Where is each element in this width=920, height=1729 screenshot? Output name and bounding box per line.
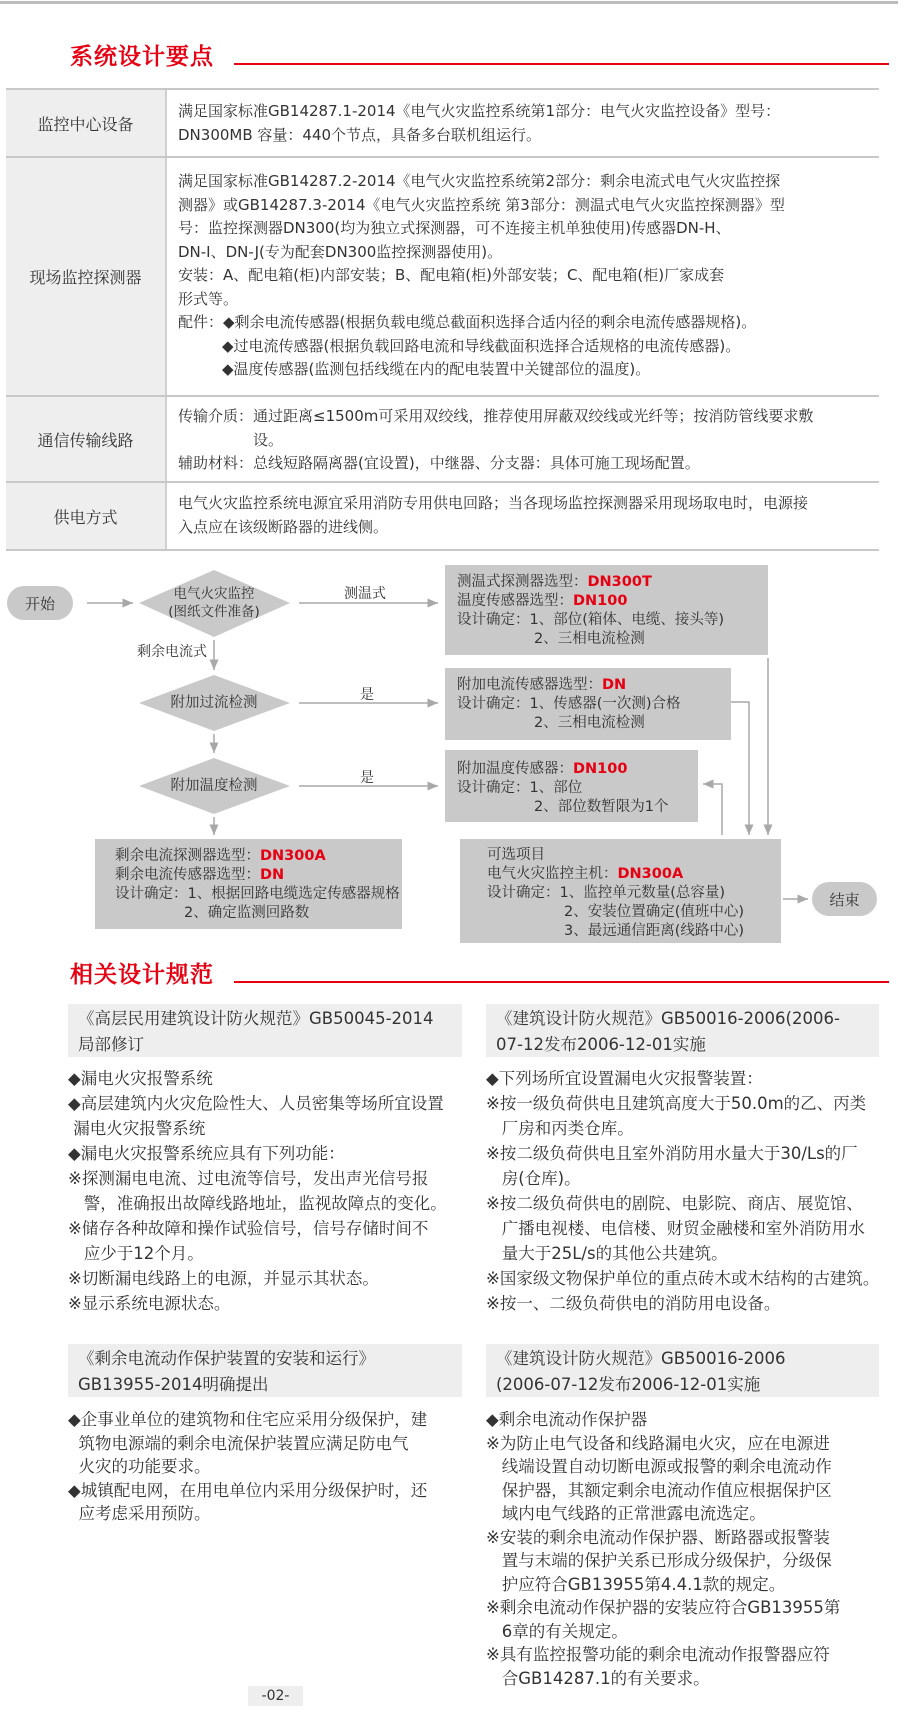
standard-items [486,1408,840,1690]
standard-item: ※具有监控报警功能的剩余电流动作报警器应符 [486,1645,830,1664]
standard-item: 保护器，其额定剩余电流动作值应根据保护区 [486,1480,832,1500]
decision-temperature: 附加温度检测 [170,778,258,794]
row-text-line: 配件：◆剩余电流传感器(根据负载电缆总截面积选择合适内径的剩余电流传感器规格)。 [178,313,757,331]
row-text-line: DN300MB 容量：440个节点，具备多台联机组运行。 [178,125,542,144]
box-optional-host [460,839,781,943]
row-text-line: 号：监控探测器DN300(均为独立式探测器，可不连接主机单独使用)传感器DN-H、 [178,219,731,237]
row-text-line: 测器》或GB14287.3-2014《电气火灾监控系统 第3部分：测温式电气火灾监控探测器》型 [178,195,785,214]
standard-item: 域内电气线路的正常泄露电流选定。 [486,1504,766,1523]
standard-item: ◆高层建筑内火灾危险性大、人员密集等场所宜设置 [68,1094,444,1113]
standard-header-line: 07-12发布2006-12-01实施 [496,1035,706,1054]
standard-item: 火灾的功能要求。 [68,1457,211,1476]
standard-item: ※储存各种故障和操作试验信号，信号存储时间不 [68,1219,429,1238]
box-text: 剩余电流探测器选型： [115,848,260,864]
standard-item: 线端设置自动切断电源或报警的剩余电流动作 [486,1457,832,1476]
standard-item: ◆城镇配电网，在用电单位内采用分级保护时，还 [68,1480,428,1500]
row-text-line: 形式等。 [178,289,239,308]
standard-item: ※按一、二级负荷供电的消防用电设备。 [486,1294,781,1313]
row-text-line: 满足国家标准GB14287.1-2014《电气火灾监控系统第1部分：电气火灾监控设备》型号： [178,102,781,120]
decision-monitoring [154,585,274,621]
model-value: DN300A [260,848,326,864]
box-temp-detector [445,565,768,655]
row-label: 供电方式 [6,483,167,549]
box-text: 设计确定：1、部位(箱体、电缆、接头等) [457,612,725,628]
box-temp-sensor [445,750,698,822]
flow-start: 开始 [7,586,73,620]
row-text-line: 传输介质：通过距离≤1500m可采用双绞线，推荐使用屏蔽双绞线或光纤等；按消防管线要求敷 [178,407,814,425]
box-text: 电气火灾监控主机： [487,866,618,882]
model-value: DN [602,677,627,693]
standard-items [68,1066,447,1316]
row-label: 通信传输线路 [6,397,167,481]
row-label: 监控中心设备 [6,90,167,156]
row-text-line: 设。 [253,430,284,449]
standard-item: 筑物电源端的剩余电流保护装置应满足防电气 [68,1433,409,1453]
standard-item: 漏电火灾报警系统 [68,1119,206,1138]
box-text: 设计确定：1、根据回路电缆选定传感器规格 [115,886,400,902]
model-value: DN [260,867,285,883]
model-value: DN300T [587,574,652,590]
row-text-line: 入点应在该级断路器的进线侧。 [178,517,389,536]
page-number: -02- [248,1686,303,1706]
row-text-line: 电气火灾监控系统电源宜采用消防专用供电回路；当各现场监控探测器采用现场取电时，电源接 [178,494,809,512]
standard-item: 房(仓库)。 [486,1169,581,1188]
row-text-line: ◆温度传感器(监测包括线缆在内的配电装置中关键部位的温度)。 [222,360,651,378]
standard-item: 置与末端的保护关系已形成分级保护，分级保 [486,1551,832,1570]
standard-item: ◆企事业单位的建筑物和住宅应采用分级保护，建 [68,1410,428,1429]
branch-label-yes: 是 [360,687,374,703]
box-text: 2、确定监测回路数 [184,905,310,921]
box-residual-detector [95,839,402,929]
section-title-design-points: 系统设计要点 [70,44,214,70]
standard-item: ※为防止电气设备和线路漏电火灾，应在电源进 [486,1433,830,1453]
decision-text: (图纸文件准备) [168,604,260,620]
standard-item: ※显示系统电源状态。 [68,1294,231,1313]
standard-item: ※按一级负荷供电且建筑高度大于50.0m的乙、丙类 [486,1094,867,1113]
model-value: DN300A [617,866,684,882]
decision-overcurrent: 附加过流检测 [170,695,258,711]
standard-item: 合GB14287.1的有关要求。 [486,1668,710,1688]
standard-items [486,1066,879,1316]
row-label: 现场监控探测器 [6,158,167,395]
standard-item: ※按二级负荷供电的剧院、电影院、商店、展览馆、 [486,1194,863,1213]
box-text: 附加电流传感器选型： [457,677,602,693]
standard-header [486,1344,879,1397]
standard-item: ※探测漏电电流、过电流等信号，发出声光信号报 [68,1169,429,1188]
standard-header-line: 《建筑设计防火规范》GB50016-2006(2006- [496,1009,840,1028]
box-text: 设计确定：1、传感器(一次测)合格 [457,696,681,712]
row-text-line: 辅助材料：总线短路隔离器(宜设置)，中继器、分支器：具体可施工现场配置。 [178,454,700,472]
standard-item: ※剩余电流动作保护器的安装应符合GB13955第 [486,1598,841,1617]
branch-label-yes: 是 [360,770,374,786]
standard-header-line: (2006-07-12发布2006-12-01实施 [496,1375,761,1394]
standard-header [68,1344,462,1397]
model-value: DN100 [573,761,628,777]
box-text: 设计确定：1、部位 [457,780,583,796]
standard-item: ◆漏电火灾报警系统 [68,1069,213,1088]
row-text-line: 安装：A、配电箱(柜)内部安装；B、配电箱(柜)外部安装；C、配电箱(柜)厂家成套 [178,266,725,284]
box-text: 2、部位数暂限为1个 [534,799,669,815]
box-text: 附加温度传感器： [457,761,573,777]
standard-item: ◆漏电火灾报警系统应具有下列功能： [68,1144,345,1163]
standard-item: ※按二级负荷供电且室外消防用水量大于30/Ls的厂 [486,1144,858,1163]
row-text-line: ◆过电流传感器(根据负载回路电流和导线截面积选择合适规格的电流传感器)。 [222,336,741,355]
standard-item: 6章的有关规定。 [486,1621,628,1641]
box-text: 2、安装位置确定(值班中心) [564,904,745,920]
standard-item: 量大于25L/s的其他公共建筑。 [486,1244,728,1263]
standard-item: 警，准确报出故障线路地址，监视故障点的变化。 [68,1194,447,1213]
standard-item: ※安装的剩余电流动作保护器、断路器或报警装 [486,1527,830,1547]
box-text: 可选项目 [487,847,545,863]
standard-items [68,1408,427,1526]
standard-header-line: 《建筑设计防火规范》GB50016-2006 [496,1349,786,1368]
box-current-sensor [445,668,731,740]
box-text: 测温式探测器选型： [457,574,588,590]
standard-item: 广播电视楼、电信楼、财贸金融楼和室外消防用水 [486,1219,865,1238]
standard-item: 厂房和丙类仓库。 [486,1119,634,1138]
box-text: 2、三相电流检测 [534,715,645,731]
model-value: DN100 [573,593,628,609]
box-text: 剩余电流传感器选型： [115,867,260,883]
standard-item: ◆剩余电流动作保护器 [486,1410,648,1429]
standard-header-line: 《剩余电流动作保护装置的安装和运行》 [78,1349,375,1368]
standard-header-line: 局部修订 [78,1035,144,1054]
standard-header-line: 《高层民用建筑设计防火规范》GB50045-2014 [78,1009,434,1028]
standard-header [486,1004,879,1057]
box-text: 2、三相电流检测 [534,631,645,647]
standard-header-line: GB13955-2014明确提出 [78,1375,269,1394]
standard-item: 应考虑采用预防。 [68,1504,211,1523]
row-text-line: DN-I、DN-J(专为配套DN300监控探测器使用)。 [178,242,503,261]
box-text: 温度传感器选型： [457,593,573,609]
decision-text: 电气火灾监控 [173,586,255,602]
box-text: 3、最远通信距离(线路中心) [564,923,745,939]
flow-end: 结束 [812,882,877,916]
standard-item: ◆下列场所宜设置漏电火灾报警装置： [486,1069,763,1088]
standard-item: 应少于12个月。 [68,1244,204,1263]
standard-header [68,1004,462,1057]
row-text-line: 满足国家标准GB14287.2-2014《电气火灾监控系统第2部分：剩余电流式电气火灾监控探 [178,172,781,190]
standard-item: 护应符合GB13955第4.4.1款的规定。 [486,1574,786,1594]
branch-label-temp: 测温式 [344,586,386,602]
section-title-standards: 相关设计规范 [70,962,214,988]
title-underline [234,981,889,983]
standard-item: ※切断漏电线路上的电源，并显示其状态。 [68,1269,379,1288]
standard-item: ※国家级文物保护单位的重点砖木或木结构的古建筑。 [486,1269,880,1288]
branch-label-residual: 剩余电流式 [137,644,207,660]
box-text: 设计确定：1、监控单元数量(总容量) [487,885,726,901]
